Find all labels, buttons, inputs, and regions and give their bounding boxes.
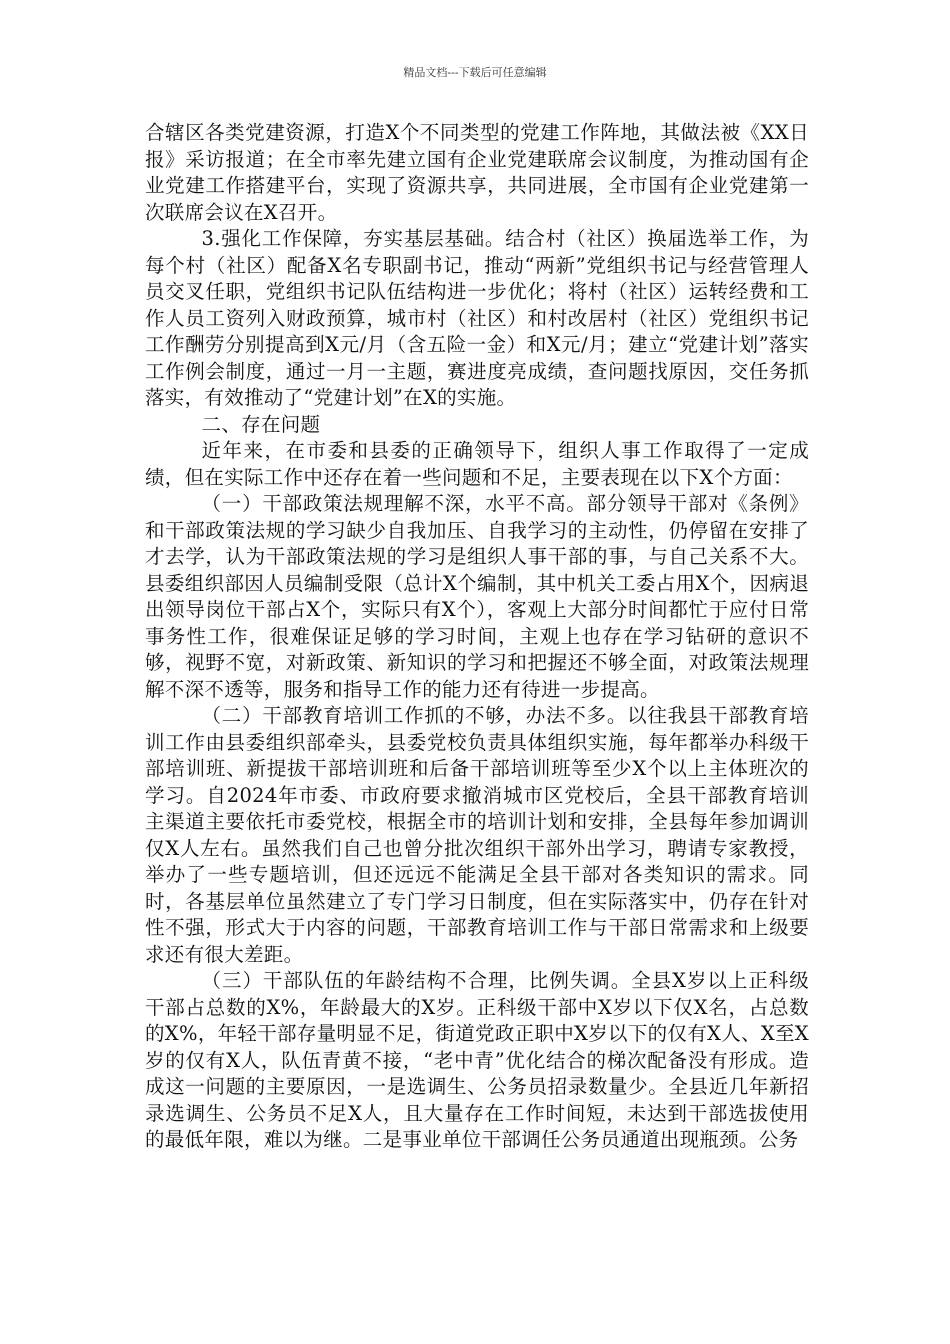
- document-body: [145, 120, 809, 1154]
- paragraph-work-guarantee: 3.强化工作保障，夯实基层基础。结合村（社区）换届选举工作，为每个村（社区）配备X名专职副书记，推动“两新”党组织书记与经营管理人员交叉任职，党组织书记队伍结构进一步优化；将村（社区）运转经费和工作人员工资列入财政预算，城市村（社区）和村改居村（社区）党组织书记工作酬劳分别提高到X元/月（含五险一金）和X元/月；建立“党建计划”落实工作例会制度，通过一月一主题，赛进度亮成绩，查问题找原因，交任务抓落实，有效推动了“党建计划”在X的实施。: [145, 227, 809, 409]
- paragraph-continuation: 合辖区各类党建资源，打造X个不同类型的党建工作阵地，其做法被《XX日报》采访报道；在全市率先建立国有企业党建联席会议制度，为推动国有企业党建工作搭建平台，实现了资源共享，共同进展，全市国有企业党建第一次联席会议在X召开。: [145, 121, 809, 224]
- paragraph-problem-2: （二）干部教育培训工作抓的不够，办法不多。以往我县干部教育培训工作由县委组织部牵头，县委党校负责具体组织实施，每年都举办科级干部培训班、新提拔干部培训班和后备干部培训班等至少X个以上主体班次的学习。自2024年市委、市政府要求撤消城市区党校后，全县干部教育培训主渠道主要依托市委党校，根据全市的培训计划和安排，全县每年参加调训仅X人左右。虽然我们自己也曾分批次组织干部外出学习，聘请专家教授，举办了一些专题培训，但还远远不能满足全县干部对各类知识的需求。同时，各基层单位虽然建立了专门学习日制度，但在实际落实中，仍存在针对性不强，形式大于内容的问题，干部教育培训工作与干部日常需求和上级要求还有很大差距。: [145, 704, 809, 966]
- page-header: 精品文档---下载后可任意编辑: [403, 66, 547, 79]
- paragraph-problem-3: （三）干部队伍的年龄结构不合理，比例失调。全县X岁以上正科级干部占总数的X%，年龄最大的X岁。正科级干部中X岁以下仅X名，占总数的X%，年轻干部存量明显不足，街道党政正职中X岁以下的仅有X人、X至X岁的仅有X人，队伍青黄不接，“老中青”优化结合的梯次配备没有形成。造成这一问题的主要原因，一是选调生、公务员招录数量少。全县近几年新招录选调生、公务员不足X人，且大量存在工作时间短，未达到干部选拔使用的最低年限，难以为继。二是事业单位干部调任公务员通道出现瓶颈。公务: [145, 969, 809, 1151]
- paragraph-intro-problems: 近年来，在市委和县委的正确领导下，组织人事工作取得了一定成绩，但在实际工作中还存在着一些问题和不足，主要表现在以下X个方面：: [145, 439, 809, 489]
- paragraph-problem-1: （一）干部政策法规理解不深，水平不高。部分领导干部对《条例》和干部政策法规的学习缺少自我加压、自我学习的主动性，仍停留在安排了才去学，认为干部政策法规的学习是组织人事干部的事，与自己关系不大。县委组织部因人员编制受限（总计X个编制，其中机关工委占用X个，因病退出领导岗位干部占X个，实际只有X个），客观上大部分时间都忙于应付日常事务性工作，很难保证足够的学习时间，主观上也存在学习钻研的意识不够，视野不宽，对新政策、新知识的学习和把握还不够全面，对政策法规理解不深不透等，服务和指导工作的能力还有待进一步提高。: [145, 492, 809, 701]
- section-heading-problems: 二、存在问题: [201, 412, 321, 436]
